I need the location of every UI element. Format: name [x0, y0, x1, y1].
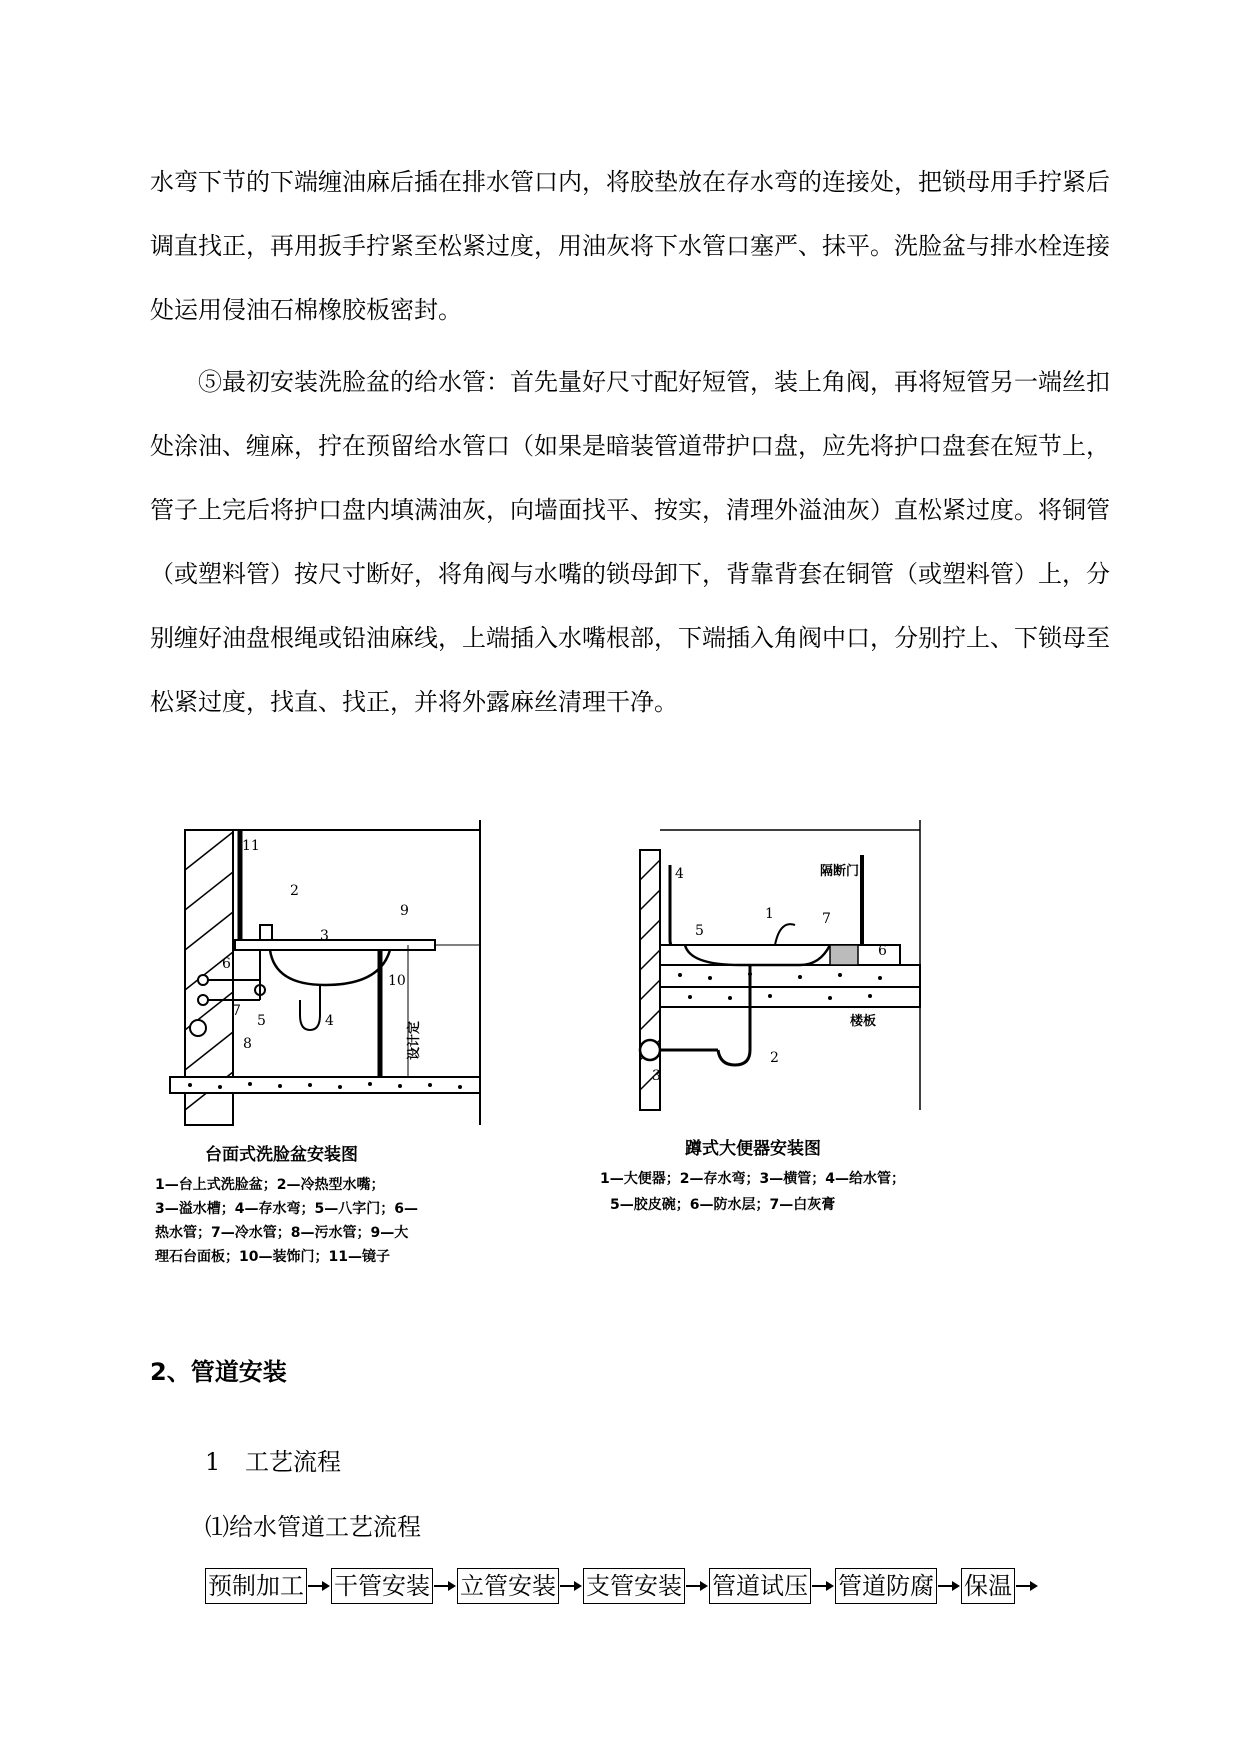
- flow-step: 管道防腐: [835, 1568, 937, 1604]
- figure-right-title: 蹲式大便器安装图: [685, 1139, 821, 1159]
- label-1: 1: [765, 906, 774, 922]
- sub-heading: [205, 1442, 341, 1477]
- figure-left-legend-3: 热水管；7—冷水管；8—污水管；9—大: [155, 1225, 409, 1241]
- arrow-right-icon: [559, 1579, 583, 1593]
- section-heading: 2、管道安装: [150, 1358, 287, 1386]
- label-9: 9: [400, 903, 409, 919]
- label-5: 5: [257, 1013, 266, 1029]
- sub-heading-text: 工艺流程: [245, 1448, 341, 1476]
- label-2: 2: [290, 883, 299, 899]
- label-6: 6: [222, 956, 231, 972]
- label-11: 11: [242, 838, 260, 854]
- process-flow: [205, 1567, 1039, 1605]
- label-3: 3: [320, 928, 329, 944]
- flow-step: 干管安装: [331, 1568, 433, 1604]
- label-4: 4: [325, 1013, 334, 1029]
- label-3: 3: [652, 1068, 661, 1084]
- label-6: 6: [878, 943, 887, 959]
- figure-left-title: 台面式洗脸盆安装图: [205, 1145, 358, 1165]
- flow-step: 支管安装: [583, 1568, 685, 1604]
- sub-sub-heading: ⑴给水管道工艺流程: [205, 1513, 421, 1541]
- label-10: 10: [388, 973, 406, 989]
- figure-squat-toilet: [600, 800, 960, 1240]
- squat-toilet-diagram: [600, 800, 960, 1130]
- figure-left-legend-2: 3—溢水槽；4—存水弯；5—八字门；6—: [155, 1201, 418, 1217]
- arrow-right-icon: [307, 1579, 331, 1593]
- figure-left-legend-4: 理石台面板；10—装饰门；11—镜子: [155, 1249, 390, 1265]
- partition-label: 隔断门: [820, 864, 860, 879]
- label-7: 7: [822, 911, 831, 927]
- label-4: 4: [675, 866, 684, 882]
- label-8: 8: [243, 1036, 252, 1052]
- arrow-right-icon: [685, 1579, 709, 1593]
- arrow-right-icon: [433, 1579, 457, 1593]
- figure-right-legend-1: 1—大便器；2—存水弯；3—横管；4—给水管；: [600, 1171, 905, 1187]
- washbasin-diagram: [150, 800, 520, 1135]
- flow-step: 预制加工: [205, 1568, 307, 1604]
- figure-washbasin: [150, 800, 520, 1280]
- arrow-right-icon: [1015, 1579, 1039, 1593]
- flow-step: 保温: [961, 1568, 1015, 1604]
- sub-heading-number: 1: [205, 1448, 221, 1476]
- paragraph-2: ⑤最初安装洗脸盆的给水管：首先量好尺寸配好短管，装上角阀，再将短管另一端丝扣处涂油、缠麻，拧在预留给水管口（如果是暗装管道带护口盘，应先将护口盘套在短节上，管子上完后将护口盘内填满油灰，向墙面找平、按实，清理外溢油灰）直松紧过度。将铜管（或塑料管）按尺寸断好，将角阀与水嘴的锁母卸下，背靠背套在铜管（或塑料管）上，分别缠好油盘根绳或铅油麻线，上端插入水嘴根部，下端插入角阀中口，分别拧上、下锁母至松紧过度，找直、找正，并将外露麻丝清理干净。: [150, 368, 1110, 716]
- arrow-right-icon: [937, 1579, 961, 1593]
- arrow-right-icon: [811, 1579, 835, 1593]
- flow-step: 立管安装: [457, 1568, 559, 1604]
- paragraph-1: 水弯下节的下端缠油麻后插在排水管口内，将胶垫放在存水弯的连接处，把锁母用手拧紧后调直找正，再用扳手拧紧至松紧过度，用油灰将下水管口塞严、抹平。洗脸盆与排水栓连接处运用侵油石棉橡胶板密封。: [150, 168, 1110, 324]
- slab-label: 楼板: [850, 1014, 877, 1029]
- figure-left-legend-1: 1—台上式洗脸盆；2—冷热型水嘴；: [155, 1177, 385, 1193]
- flow-step: 管道试压: [709, 1568, 811, 1604]
- label-5: 5: [695, 923, 704, 939]
- figure-right-legend-2: 5—胶皮碗；6—防水层；7—白灰膏: [610, 1197, 836, 1213]
- label-2: 2: [770, 1050, 779, 1066]
- label-7: 7: [232, 1003, 241, 1019]
- dimension-label: 设计定: [407, 1020, 422, 1060]
